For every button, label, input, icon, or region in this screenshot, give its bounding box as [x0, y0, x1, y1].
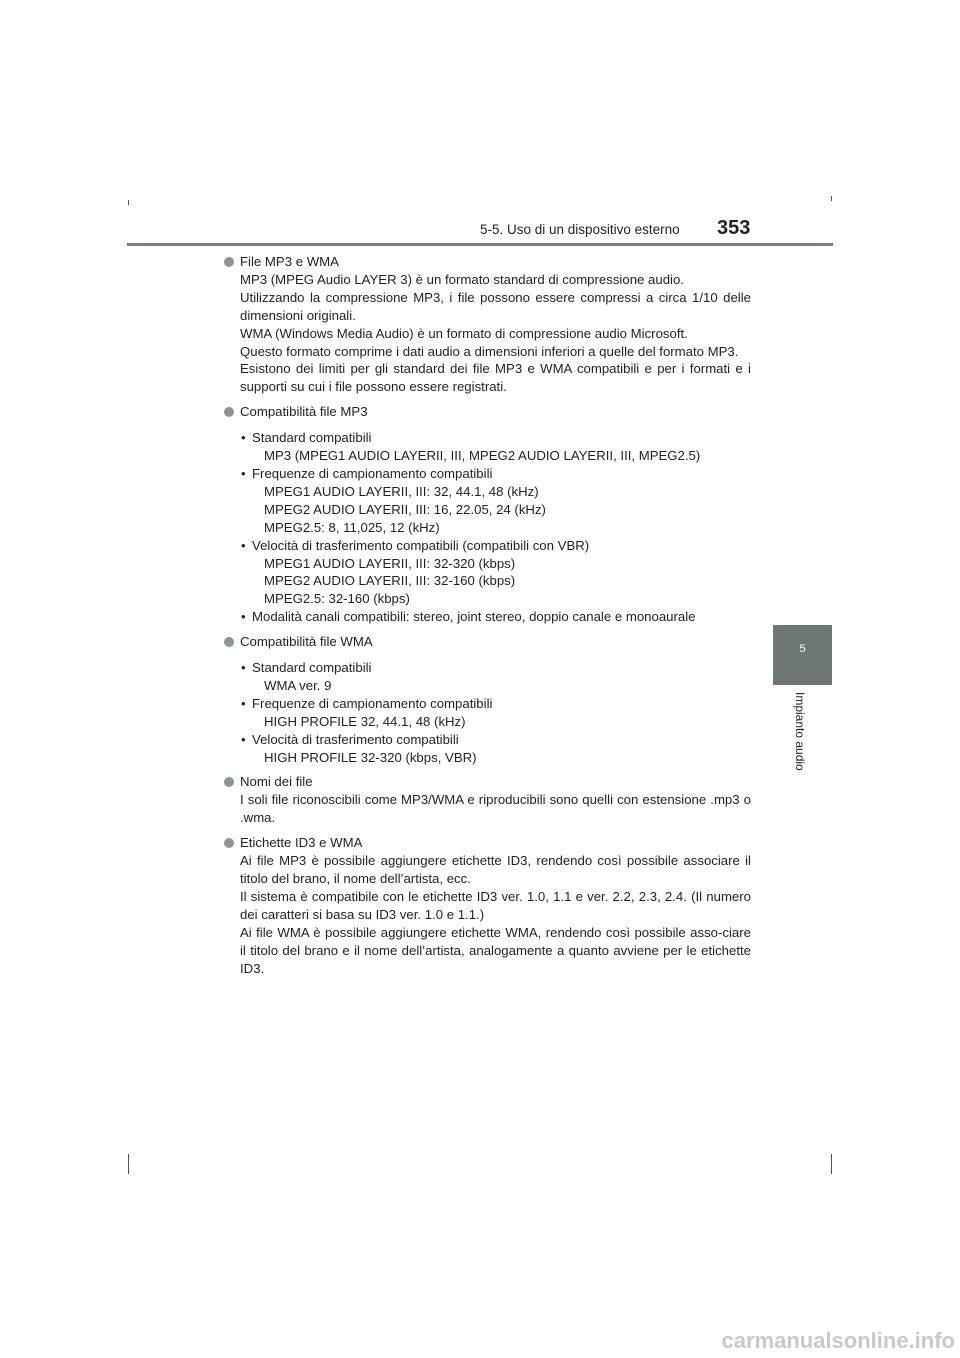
- item-label: Frequenze di campionamento compatibili: [252, 695, 493, 711]
- bullet-circle-icon: [224, 777, 234, 787]
- item-label: Velocità di trasferimento compatibili (compatibili con VBR): [252, 537, 590, 553]
- bullet-circle-icon: [224, 838, 234, 848]
- crop-mark: [831, 196, 832, 201]
- item-value: MPEG2.5: 8, 11,025, 12 (kHz): [264, 519, 440, 535]
- section-title: Nomi dei file: [240, 774, 313, 790]
- spec-list: [240, 429, 751, 626]
- item-label: Standard compatibili: [252, 660, 372, 676]
- paragraph: MP3 (MPEG Audio LAYER 3) è un formato standard di compressione audio.: [240, 271, 684, 287]
- bullet-dot-icon: •: [241, 731, 246, 747]
- section-title: File MP3 e WMA: [240, 254, 339, 269]
- section-title: Etichette ID3 e WMA: [240, 835, 363, 851]
- list-item: [240, 537, 751, 609]
- chapter-label: Impianto audio: [793, 692, 807, 771]
- list-item: [240, 465, 751, 537]
- header-divider: [127, 243, 833, 246]
- bullet-dot-icon: •: [241, 430, 246, 446]
- section-file-names: [223, 773, 751, 827]
- paragraph: Ai file MP3 è possibile aggiungere etichette ID3, rendendo così possibile associare il titolo del brano, il nome dell’artista, ecc.: [240, 853, 751, 886]
- section-wma-compat: [223, 633, 751, 766]
- item-value: MPEG2 AUDIO LAYERII, III: 16, 22.05, 24 (kHz): [264, 501, 546, 517]
- spec-list: [240, 659, 751, 766]
- list-item: [240, 659, 751, 695]
- chapter-tab: [773, 625, 832, 685]
- bullet-dot-icon: •: [241, 660, 246, 676]
- section-title: Compatibilità file MP3: [240, 404, 368, 420]
- list-item: [240, 695, 751, 731]
- page-number: 353: [717, 217, 751, 239]
- item-value: MP3 (MPEG1 AUDIO LAYERII, III, MPEG2 AUDIO LAYERII, III, MPEG2.5): [264, 448, 701, 464]
- paragraph: I soli file riconoscibili come MP3/WMA e riproducibili sono quelli con estensione .mp3 o .wma.: [240, 792, 751, 826]
- paragraph: WMA (Windows Media Audio) è un formato di compressione audio Microsoft.: [240, 325, 688, 341]
- paragraph: Utilizzando la compressione MP3, i file possono essere compressi a circa 1/10 delle dimensioni originali.: [240, 289, 751, 323]
- item-value: MPEG2.5: 32-160 (kbps): [264, 591, 410, 607]
- section-id3-wma-tags: [223, 834, 751, 977]
- section-mp3-wma: [223, 253, 751, 396]
- crop-mark: [128, 200, 129, 205]
- item-value: WMA ver. 9: [264, 677, 332, 693]
- bullet-circle-icon: [224, 637, 234, 647]
- crop-mark: [831, 1154, 832, 1174]
- item-label: Frequenze di campionamento compatibili: [252, 465, 493, 481]
- watermark-logo: [590, 1325, 960, 1355]
- crop-mark: [128, 1154, 129, 1174]
- page-content: [223, 253, 751, 984]
- item-value: HIGH PROFILE 32, 44.1, 48 (kHz): [264, 713, 466, 729]
- section-title: Compatibilità file WMA: [240, 634, 373, 650]
- bullet-dot-icon: •: [241, 537, 246, 553]
- bullet-circle-icon: [224, 257, 234, 267]
- bullet-dot-icon: •: [241, 695, 246, 711]
- list-item: [240, 429, 751, 465]
- paragraph: Esistono dei limiti per gli standard dei file MP3 e WMA compatibili e per i formati e i supporti su cui i file possono essere registrati.: [240, 361, 751, 395]
- item-value: HIGH PROFILE 32-320 (kbps, VBR): [264, 749, 477, 765]
- paragraph: Questo formato comprime i dati audio a dimensioni inferiori a quelle del formato MP3.: [240, 343, 739, 359]
- item-value: MPEG1 AUDIO LAYERII, III: 32-320 (kbps): [264, 555, 516, 571]
- item-value: MPEG1 AUDIO LAYERII, III: 32, 44.1, 48 (kHz): [264, 483, 539, 499]
- bullet-dot-icon: •: [241, 465, 246, 481]
- chapter-number: 5: [799, 643, 806, 655]
- item-label: Velocità di trasferimento compatibili: [252, 731, 459, 747]
- paragraph: Ai file WMA è possibile aggiungere etichette WMA, rendendo così possibile asso-ciare il titolo del brano e il nome dell’artista, analogamente a quanto avviene per le etichette ID3.: [240, 924, 751, 976]
- bullet-dot-icon: •: [241, 609, 246, 625]
- paragraph: Il sistema è compatibile con le etichette ID3 ver. 1.0, 1.1 e ver. 2.2, 2.3, 2.4. (Il numero dei caratteri si basa su ID3 ver. 1.0 e 1.1.): [240, 888, 751, 922]
- item-label: Standard compatibili: [252, 430, 372, 446]
- section-mp3-compat: [223, 403, 751, 626]
- svg-text:carmanualsonline.info: carmanualsonline.info: [721, 1328, 955, 1353]
- item-label: Modalità canali compatibili: stereo, joint stereo, doppio canale e monoaurale: [252, 609, 696, 625]
- list-item: [240, 731, 751, 767]
- item-value: MPEG2 AUDIO LAYERII, III: 32-160 (kbps): [264, 573, 516, 589]
- list-item: [240, 608, 751, 626]
- section-header: 5-5. Uso di un dispositivo esterno: [480, 222, 680, 237]
- bullet-circle-icon: [224, 407, 234, 417]
